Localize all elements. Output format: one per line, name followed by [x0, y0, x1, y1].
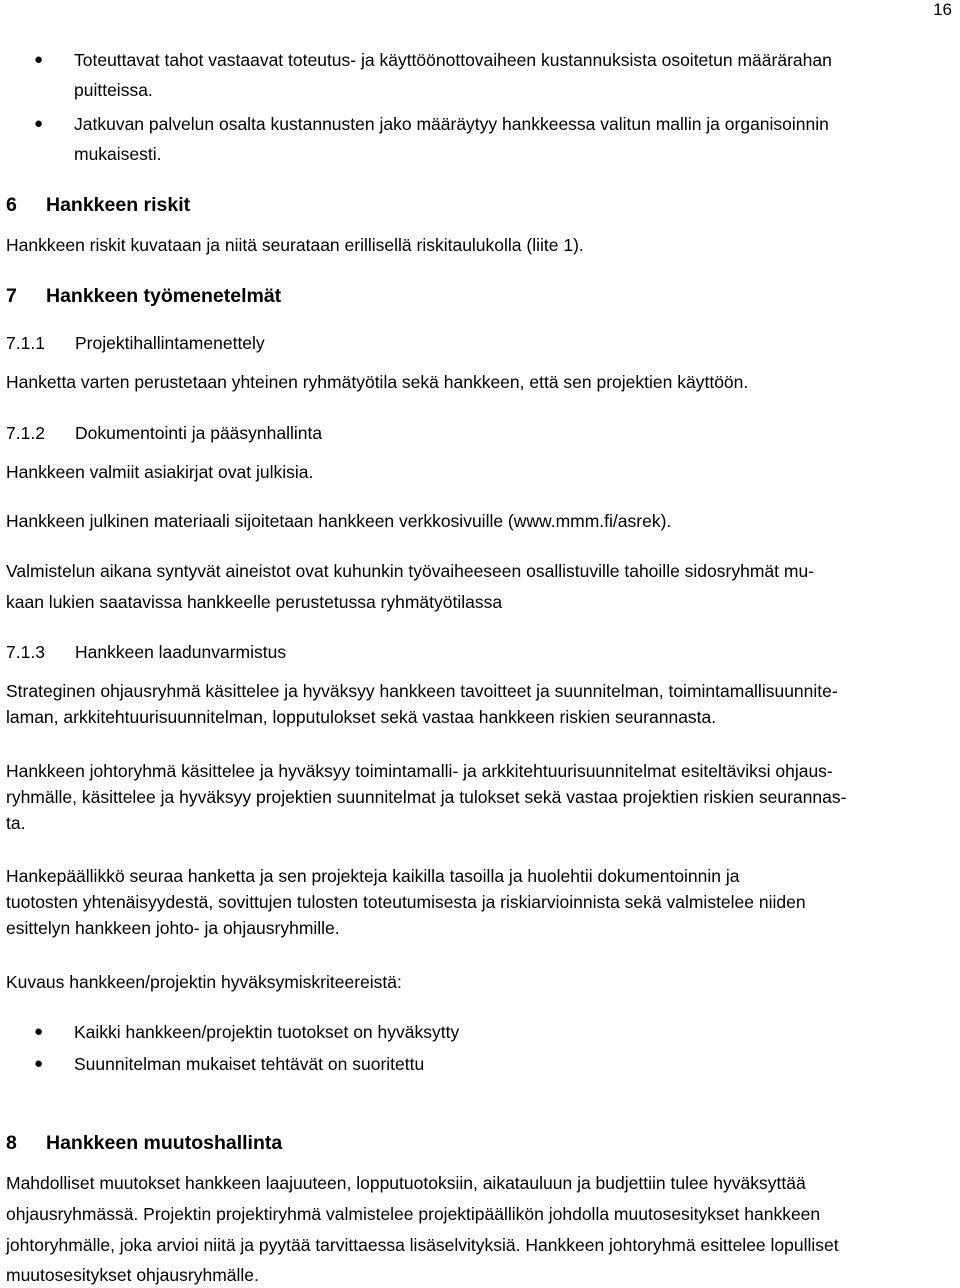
subsection-7-1-3-heading [6, 642, 286, 663]
paragraph-line: esittelyn hankkeen johto- ja ohjausryhmille. [6, 918, 340, 938]
subsection-title: Dokumentointi ja pääsynhallinta [75, 423, 323, 443]
paragraph-line: Valmistelun aikana syntyvät aineistot ovat kuhunkin työvaiheeseen osallistuville tahoille sidosryhmät mu- [6, 561, 815, 581]
paragraph-line: kaan lukien saatavissa hankkeelle perustetussa ryhmätyötilassa [6, 592, 503, 612]
section-title: Hankkeen työmenetelmät [46, 285, 282, 307]
section-title: Hankkeen riskit [46, 194, 191, 216]
section-number: 7 [6, 285, 17, 307]
bullet-icon: ● [34, 51, 44, 68]
section-7-heading [6, 285, 281, 308]
subsection-title: Projektihallintamenettely [75, 333, 265, 353]
subsection-title: Hankkeen laadunvarmistus [75, 642, 287, 662]
paragraph-line: johtoryhmälle, joka arvioi niitä ja pyytää tarvittaessa lisäselvityksiä. Hankkeen johtoryhmä esittelee lopulliset [6, 1235, 839, 1255]
paragraph: Hankkeen julkinen materiaali sijoitetaan hankkeen verkkosivuille (www.mmm.fi/asrek). [6, 511, 672, 531]
paragraph: Kuvaus hankkeen/projektin hyväksymiskriteereistä: [6, 972, 402, 992]
criteria-item: Kaikki hankkeen/projektin tuotokset on hyväksytty [74, 1022, 460, 1042]
subsection-number: 7.1.3 [6, 642, 45, 662]
subsection-number: 7.1.2 [6, 423, 45, 443]
paragraph-line: ohjausryhmässä. Projektin projektiryhmä valmistelee projektipäällikön johdolla muutosesitykset hankkeen [6, 1204, 821, 1224]
page-number: 16 [933, 0, 952, 19]
criteria-item: Suunnitelman mukaiset tehtävät on suoritettu [74, 1054, 425, 1074]
bullet-line: puitteissa. [74, 80, 153, 100]
section-title: Hankkeen muutoshallinta [46, 1132, 283, 1154]
paragraph-line: muutosesitykset ohjausryhmälle. [6, 1265, 259, 1285]
paragraph-line: Mahdolliset muutokset hankkeen laajuuteen, lopputuotoksiin, aikatauluun ja budjettiin tulee hyväksyttää [6, 1173, 806, 1193]
paragraph-line: Strateginen ohjausryhmä käsittelee ja hyväksyy hankkeen tavoitteet ja suunnitelman, toimintamallisuunnite- [6, 681, 838, 701]
bullet-line: Toteuttavat tahot vastaavat toteutus- ja käyttöönottovaiheen kustannuksista osoitetun määrärahan [74, 50, 832, 70]
paragraph-line: ta. [6, 813, 26, 833]
subsection-7-1-2-heading [6, 423, 322, 444]
bullet-line: Jatkuvan palvelun osalta kustannusten jako määräytyy hankkeessa valitun mallin ja organisoinnin [74, 114, 829, 134]
bullet-icon: ● [34, 1055, 44, 1072]
paragraph: Hankkeen riskit kuvataan ja niitä seurataan erillisellä riskitaulukolla (liite 1). [6, 235, 584, 255]
subsection-number: 7.1.1 [6, 333, 45, 353]
section-6-heading [6, 194, 190, 217]
paragraph: Hankkeen valmiit asiakirjat ovat julkisia. [6, 462, 314, 482]
paragraph-line: Hankkeen johtoryhmä käsittelee ja hyväksyy toimintamalli- ja arkkitehtuurisuunnitelmat esiteltäviksi ohjaus- [6, 761, 833, 781]
subsection-7-1-1-heading [6, 333, 265, 354]
bullet-icon: ● [34, 115, 44, 132]
paragraph: Hanketta varten perustetaan yhteinen ryhmätyötila sekä hankkeen, että sen projektien käyttöön. [6, 372, 749, 392]
paragraph-line: tuotosten yhtenäisyydestä, sovittujen tulosten toteutumisesta ja riskiarvioinnista sekä valmistelee niiden [6, 892, 806, 912]
paragraph-line: ryhmälle, käsittelee ja hyväksyy projektien suunnitelmat ja tulokset sekä vastaa projektien riskien seurannas- [6, 787, 847, 807]
section-8-heading [6, 1132, 282, 1155]
paragraph-line: Hankepäällikkö seuraa hanketta ja sen projekteja kaikilla tasoilla ja huolehtii dokumentoinnin ja [6, 866, 740, 886]
bullet-icon: ● [34, 1023, 44, 1040]
section-number: 6 [6, 194, 17, 216]
paragraph-line: laman, arkkitehtuurisuunnitelman, lopputulokset sekä vastaa hankkeen riskien seurannasta. [6, 707, 717, 727]
bullet-line: mukaisesti. [74, 144, 162, 164]
section-number: 8 [6, 1132, 17, 1154]
